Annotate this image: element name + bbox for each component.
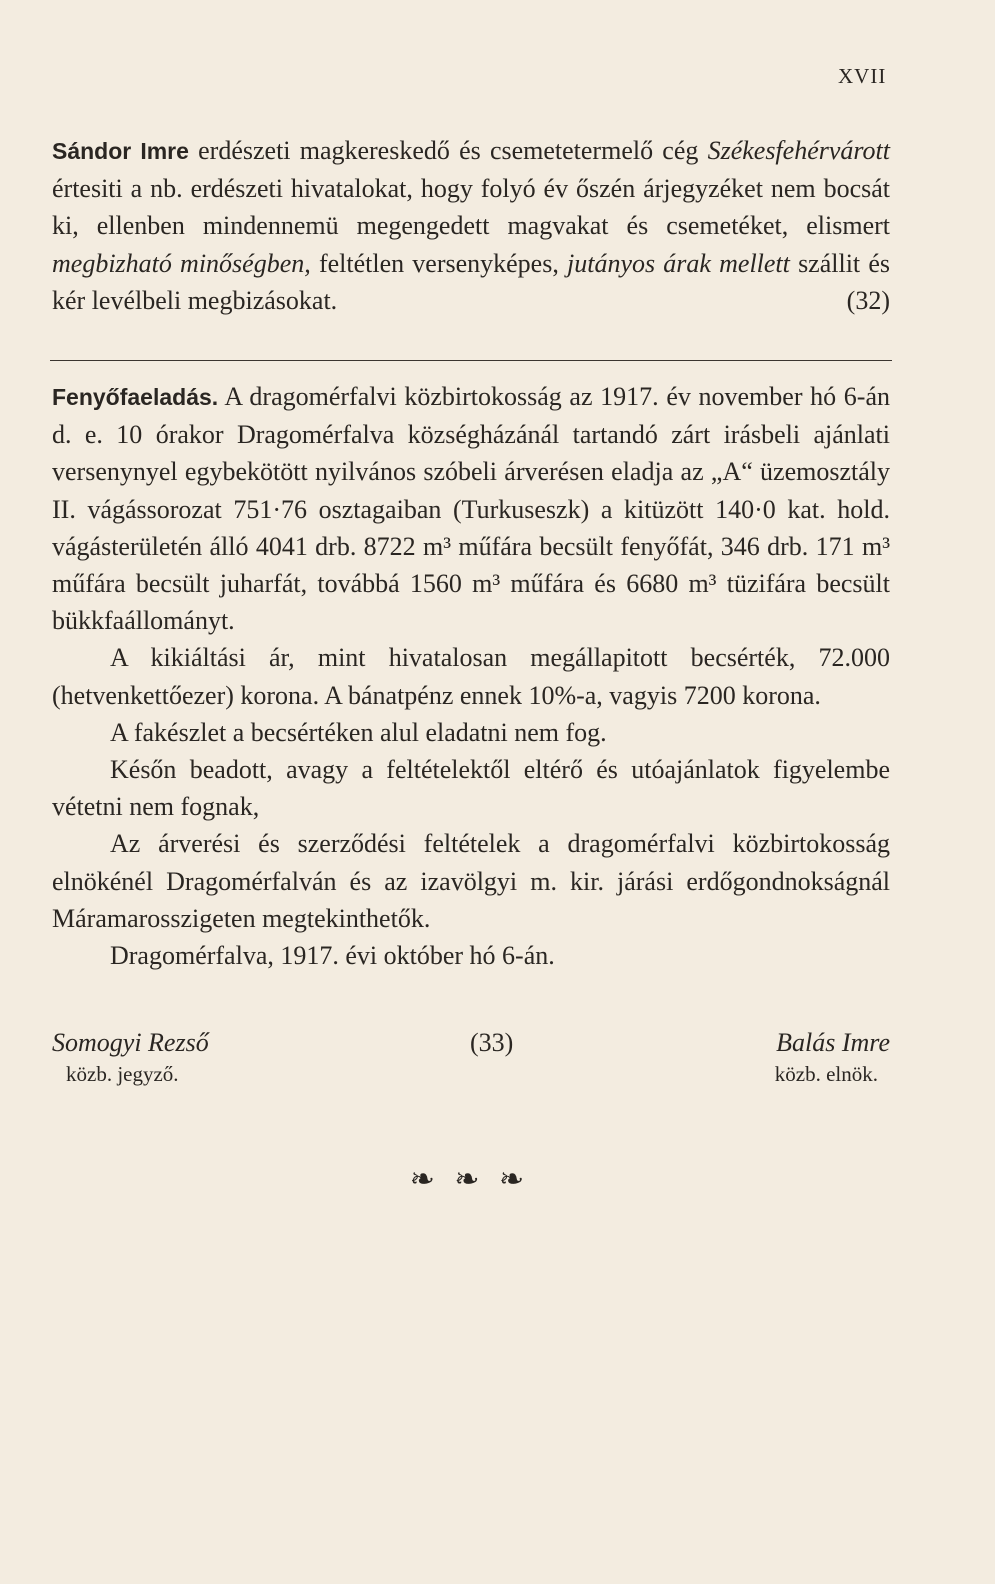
signature-left-name: Somogyi Rezső — [52, 1028, 209, 1057]
notice-reference: (33) — [470, 1028, 514, 1057]
notice-text-italic: Székesfehérvárott — [707, 136, 890, 165]
notice-lead: Fenyőfaeladás. — [52, 384, 219, 410]
notice-text: erdészeti magkereskedő és csemetetermelő cég — [188, 136, 708, 165]
page-number: XVII — [838, 64, 887, 88]
paragraph: Későn beadott, avagy a feltételektől eltérő és utóajánlatok figyelembe vétetni nem fognak, — [52, 755, 890, 822]
paragraph: A kikiáltási ár, mint hivatalosan megállapitott becsérték, 72.000 (hetvenkettőezer) korona. A bánatpénz ennek 10%-a, vagyis 7200 korona. — [52, 643, 890, 710]
signature-left-role: közb. jegyző. — [66, 1062, 179, 1086]
notice-intro: A dragomérfalvi közbirtokosság az 1917. év november hó 6-án d. e. 10 órakor Dragomérfalva községházánál tartandó zárt irásbeli ajánlati versenynyel egybekötött nyilvános szóbeli árverésen eladja az „A“ üzemosztály II. vágássorozat 751·76 osztagaiban (Turkuseszk) a kitüzött 140·0 kat. hold. vágásterületén álló 4041 drb. 8722 m³ műfára becsült fenyőfát, 346 drb. 171 m³ műfára becsült juharfát, továbbá 1560 m³ műfára és 6680 m³ tüzifára becsült bükkfaállományt. — [52, 382, 890, 636]
paragraph: Dragomérfalva, 1917. évi október hó 6-án. — [110, 941, 555, 971]
notice-text: szállit és kér levélbeli megbizásokat. — [52, 248, 890, 315]
notice-text-italic: jutányos árak mellett — [567, 248, 790, 278]
notice-text: feltétlen versenyképes, — [310, 248, 568, 278]
signature-right-name: Balás Imre — [776, 1028, 890, 1057]
notice-lead: Sándor Imre — [52, 138, 189, 164]
notice-text-italic: megbizható minőségben, — [52, 248, 311, 278]
notice-reference: (32) — [846, 285, 890, 315]
paragraph: A fakészlet a becsértéken alul eladatni nem fog. — [110, 717, 607, 747]
signature-right-role: közb. elnök. — [774, 1062, 878, 1086]
paragraph: Az árverési és szerződési feltételek a dragomérfalvi közbirtokosság elnökénél Dragomérfalván és az izavölgyi m. kir. járási erdőgondnokságnál Máramarosszigeten megtekinthetők. — [52, 829, 890, 933]
notice-text: értesiti a nb. erdészeti hivatalokat, hogy folyó év őszén árjegyzéket nem bocsát ki, ellenben mindennemü megengedett magvakat és csemetéket, elismert — [52, 174, 890, 241]
decorative-ornament: ❧ ❧ ❧ — [409, 1163, 531, 1196]
section-divider — [50, 360, 892, 361]
notice-timber-sale — [52, 378, 890, 974]
notice-seed-merchant — [52, 132, 890, 319]
